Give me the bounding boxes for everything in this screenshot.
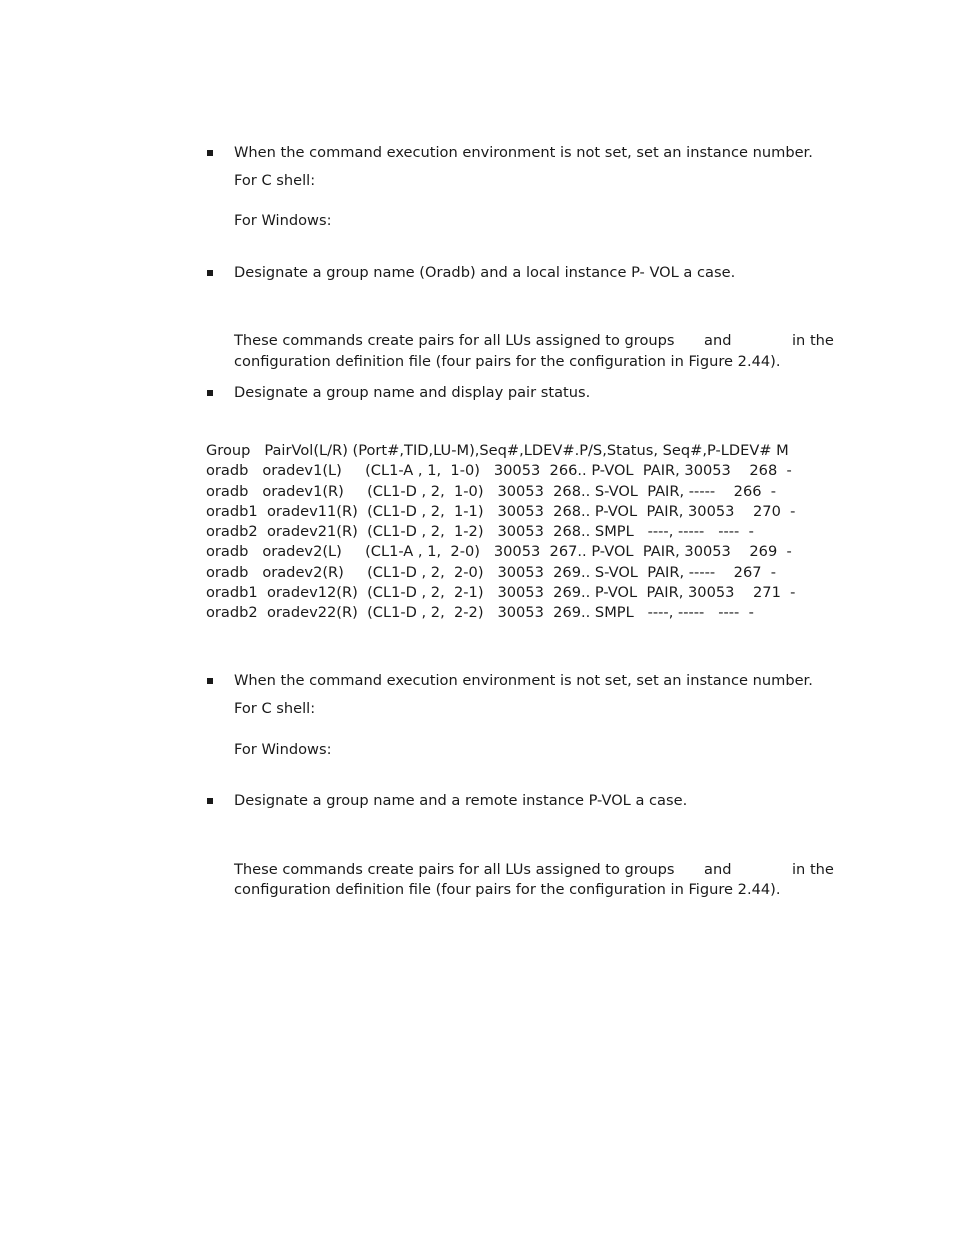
bullet-marker bbox=[207, 270, 213, 276]
pair-output bbox=[206, 442, 795, 622]
output-row: oradb1 oradev12(R) (CL1-D , 2, 2-1) 30053 269.. P-VOL PAIR, 30053 271 - bbox=[206, 584, 796, 602]
windows-label: For Windows: bbox=[234, 212, 332, 229]
c-shell-label: For C shell: bbox=[234, 700, 316, 717]
paragraph-line: These commands create pairs for all LUs assigned to groups bbox=[234, 332, 675, 349]
bullet-text: Designate a group name and a remote instance P-VOL a case. bbox=[234, 792, 688, 809]
paragraph-line: configuration definition file (four pairs for the configuration in Figure 2.44). bbox=[234, 881, 781, 898]
bullet-text: When the command execution environment is not set, set an instance number. bbox=[234, 672, 813, 689]
bullet-marker bbox=[207, 798, 213, 804]
output-row: oradb2 oradev22(R) (CL1-D , 2, 2-2) 30053 269.. SMPL ----, ----- ---- - bbox=[206, 604, 754, 622]
output-row: oradb oradev1(L) (CL1-A , 1, 1-0) 30053 266.. P-VOL PAIR, 30053 268 - bbox=[206, 462, 792, 480]
bullet-text: When the command execution environment is not set, set an instance number. bbox=[234, 144, 813, 161]
output-row: oradb oradev2(L) (CL1-A , 1, 2-0) 30053 267.. P-VOL PAIR, 30053 269 - bbox=[206, 543, 792, 561]
bullet-marker bbox=[207, 150, 213, 156]
bullet-marker bbox=[207, 678, 213, 684]
output-row: oradb oradev1(R) (CL1-D , 2, 1-0) 30053 268.. S-VOL PAIR, ----- 266 - bbox=[206, 482, 777, 500]
output-row: oradb1 oradev11(R) (CL1-D , 2, 1-1) 30053 268.. P-VOL PAIR, 30053 270 - bbox=[206, 502, 796, 520]
c-shell-label: For C shell: bbox=[234, 172, 316, 189]
paragraph-word: and bbox=[704, 332, 732, 349]
output-header: Group PairVol(L/R) (Port#,TID,LU-M),Seq#,LDEV#.P/S,Status, Seq#,P-LDEV# M bbox=[206, 442, 789, 459]
paragraph-word: and bbox=[704, 861, 732, 878]
bullet-text: Designate a group name and display pair status. bbox=[234, 384, 591, 401]
paragraph-word: in the bbox=[792, 332, 834, 349]
output-row: oradb2 oradev21(R) (CL1-D , 2, 1-2) 30053 268.. SMPL ----, ----- ---- - bbox=[206, 523, 754, 541]
bullet-marker bbox=[207, 390, 213, 396]
paragraph-line: These commands create pairs for all LUs assigned to groups bbox=[234, 861, 675, 878]
paragraph-line: configuration definition file (four pairs for the configuration in Figure 2.44). bbox=[234, 353, 781, 370]
bullet-text: Designate a group name (Oradb) and a local instance P- VOL a case. bbox=[234, 264, 736, 281]
paragraph-word: in the bbox=[792, 861, 834, 878]
output-row: oradb oradev2(R) (CL1-D , 2, 2-0) 30053 269.. S-VOL PAIR, ----- 267 - bbox=[206, 563, 777, 581]
windows-label: For Windows: bbox=[234, 741, 332, 758]
